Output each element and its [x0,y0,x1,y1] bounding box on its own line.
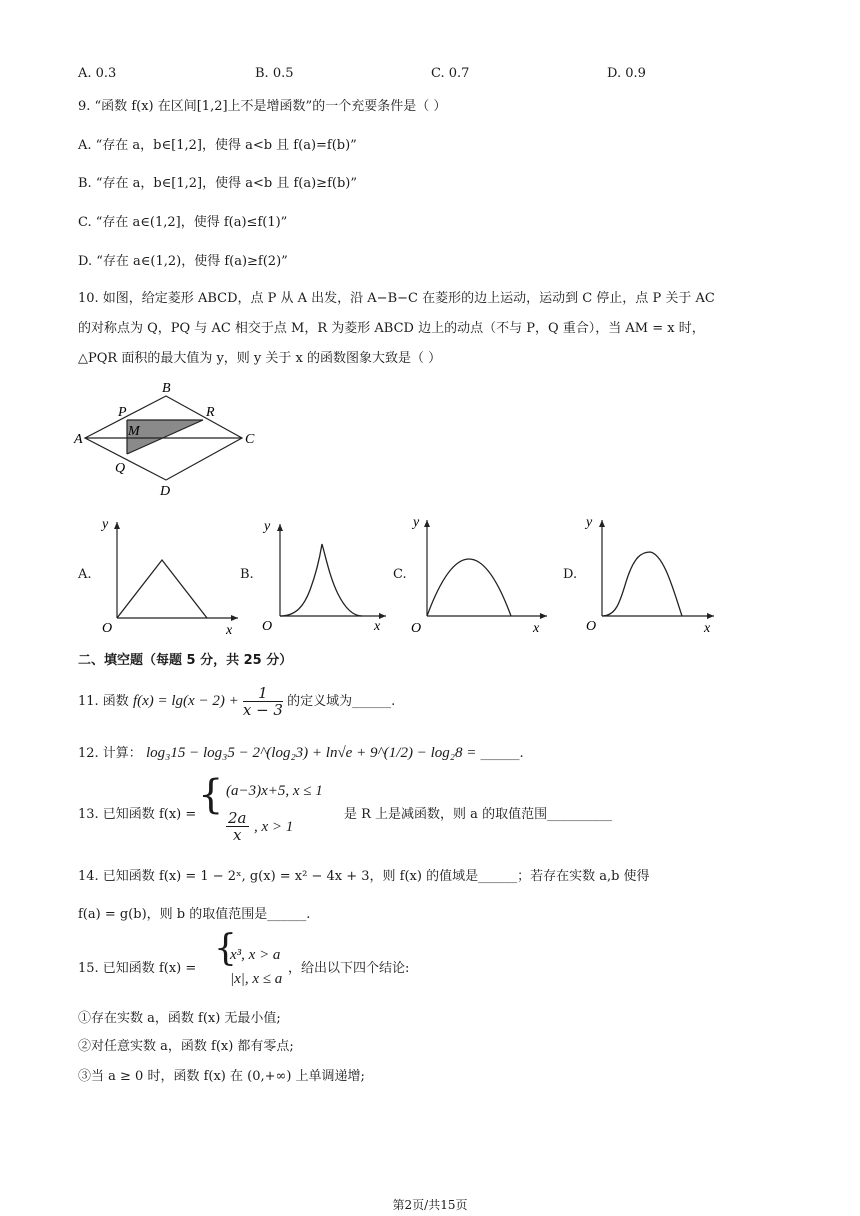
graph-a-curve [117,560,207,618]
q11: 11. 函数 f(x) = lg(x − 2) + $\frac{1}{x - 3}$ 的定义域为______. [78,684,396,719]
q10-line-1: 10. 如图，给定菱形 ABCD，点 P 从 A 出发，沿 A−B−C 在菱形的边上运动，运动到 C 停止，点 P 关于 AC [78,291,715,306]
svg-text:y: y [586,515,593,530]
q10-line-2: 的对称点为 Q，PQ 与 AC 相交于点 M，R 为菱形 ABCD 边上的动点（不与 P，Q 重合），当 AM = x 时， [78,321,705,336]
q8-option-a: A. 0.3 [78,66,117,81]
q10-line-3: △PQR 面积的最大值为 y，则 y 关于 x 的函数图象大致是（ ） [78,351,442,366]
graph-c-curve [427,559,511,616]
label-p: P [118,405,127,420]
q15-conclusion-3: ③当 a ≥ 0 时，函数 f(x) 在 (0,+∞) 上单调递增; [78,1069,365,1084]
label-r: R [206,405,215,420]
rhombus-figure [70,378,270,498]
q9-option-c: C. “存在 a∈(1,2]，使得 f(a)≤f(1)” [78,215,288,230]
q8-option-c: C. 0.7 [431,66,470,81]
graph-option-a [92,512,242,637]
graph-option-d-label: D. [563,567,578,582]
q15-conclusion-1: ①存在实数 a，函数 f(x) 无最小值; [78,1011,281,1026]
label-b: B [162,381,171,396]
svg-text:O: O [586,619,597,634]
graph-option-d [580,512,730,637]
svg-text:y: y [413,515,420,530]
q8-option-d: D. 0.9 [607,66,646,81]
graph-option-b-label: B. [240,567,254,582]
svg-text:x: x [704,621,711,636]
svg-text:x: x [374,619,381,634]
label-d: D [160,484,171,499]
q9-option-b: B. “存在 a，b∈[1,2]，使得 a<b 且 f(a)≥f(b)” [78,176,357,191]
label-q: Q [115,461,126,476]
graph-option-b [258,512,398,637]
svg-text:O: O [411,621,422,636]
label-a: A [74,432,83,447]
q14-line-2: f(a) = g(b)，则 b 的取值范围是______. [78,907,311,922]
graph-d-curve [602,552,682,616]
svg-text:x: x [533,621,540,636]
q14-line-1: 14. 已知函数 f(x) = 1 − 2ˣ, g(x) = x² − 4x + 3，则 f(x) 的值域是______；若存在实数 a,b 使得 [78,869,650,884]
label-c: C [245,432,255,447]
q9-option-a: A. “存在 a，b∈[1,2]，使得 a<b 且 f(a)=f(b)” [78,138,357,153]
svg-text:x: x [226,623,233,638]
q9-stem: 9. “函数 f(x) 在区间[1,2]上不是增函数”的一个充要条件是（ ） [78,99,447,114]
svg-text:y: y [264,519,271,534]
q15-conclusion-2: ②对任意实数 a，函数 f(x) 都有零点; [78,1039,294,1054]
graph-option-c-label: C. [393,567,407,582]
graph-b-curve [280,544,362,616]
q12: 12. 计算： log₃15 − log₃5 − 2^(log₂3) + ln√e + 9^(1/2) − log₂8 = ______. [78,745,524,761]
q9-option-d: D. “存在 a∈(1,2)，使得 f(a)≥f(2)” [78,254,288,269]
svg-text:O: O [262,619,273,634]
graph-option-c [407,512,557,637]
q8-option-b: B. 0.5 [255,66,294,81]
label-m: M [128,424,140,439]
section-2-heading: 二、填空题（每题 5 分，共 25 分） [78,653,293,668]
page-footer: 第2页/共15页 [392,1198,468,1212]
svg-text:y: y [102,517,109,532]
svg-text:O: O [102,621,113,636]
graph-option-a-label: A. [78,567,92,582]
